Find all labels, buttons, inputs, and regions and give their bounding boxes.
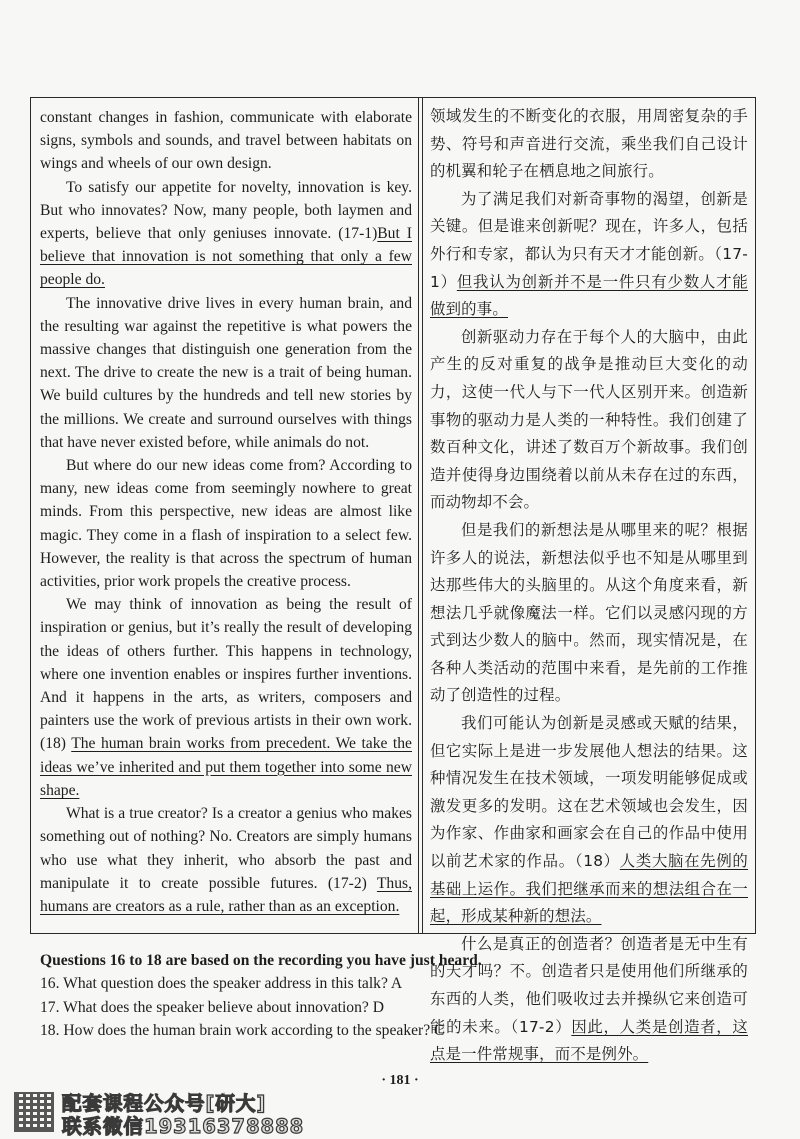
english-paragraph [40, 176, 412, 292]
chinese-paragraph: 创新驱动力存在于每个人的大脑中，由此产生的反对重复的战争是推动巨大变化的动力，这使一代人与下一代人区别开来。创造新事物的驱动力是人类的一种特性。我们创建了数百种文化，讲述了数百万个新故事。我们创造并使得身边围绕着以前从未存在过的东西，而动物却不会。 [430, 327, 748, 512]
underlined-key-sentence: Thus, humans are creators as a rule, rather than as an exception. [40, 874, 412, 915]
watermark-line: 配套课程公众号[研大] [62, 1092, 267, 1115]
chinese-column [430, 103, 748, 1069]
column-divider [422, 98, 423, 933]
underlined-key-sentence: 但我认为创新并不是一件只有少数人才能做到的事。 [430, 272, 748, 319]
watermark-line: 联系微信19316378888 [62, 1115, 305, 1138]
paragraph-text: 什么是真正的创造者？创造者是无中生有的天才吗？不。创造者只是使用他们所继承的东西的人类，他们吸收过去并操纵它来创造可能的未来。（17-2） [430, 934, 748, 1036]
underlined-key-sentence: But I believe that innovation is not something that only a few people do. [40, 225, 412, 289]
question-16: 16. What question does the speaker address in this talk? A [40, 975, 403, 993]
chinese-paragraph [430, 710, 748, 931]
paragraph-text: To satisfy our appetite for novelty, innovation is key. But who innovates? Now, many people, both laymen and experts, believe that only geniuses innovate. (17-1) [40, 178, 412, 243]
english-paragraph: The innovative drive lives in every human brain, and the resulting war against the repetitive is what powers the massive changes that distinguish one generation from the next. The drive to create the new is a trait of being human. We build cultures by the hundreds and tell new stories by the millions. We create and surround ourselves with things that have never existed before, while animals do not. [40, 294, 412, 451]
underlined-key-sentence: The human brain works from precedent. We take the ideas we’ve inherited and put them together into some new shape. [40, 735, 412, 799]
english-paragraph: But where do our new ideas come from? According to many, new ideas come from seemingly nowhere to great minds. From this perspective, new ideas are almost like magic. They come in a flash of inspiration to a select few. However, the reality is that across the spectrum of human activities, prior work propels the creative process. [40, 457, 412, 591]
english-paragraph: constant changes in fashion, communicate with elaborate signs, symbols and sounds, and travel between habitats on wings and wheels of our own design. [40, 109, 412, 173]
chinese-paragraph: 但是我们的新想法是从哪里来的呢？根据许多人的说法，新想法似乎也不知是从哪里到达那些伟大的头脑里的。从这个角度来看，新想法几乎就像魔法一样。它们以灵感闪现的方式到达少数人的脑中。然而，现实情况是，在各种人类活动的范围中来看，是先前的工作推动了创造性的过程。 [430, 520, 748, 705]
english-column [40, 106, 412, 918]
question-17: 17. What does the speaker believe about innovation? D [40, 998, 384, 1016]
english-paragraph [40, 802, 412, 918]
paragraph-text: We may think of innovation as being the result of inspiration or genius, but it’s really the result of developing the ideas of others further. This happens in technology, where one invention enables or inspires further inventions. And it happens in the arts, as writers, composers and painters use the work of previous artists in their own work. (18) [40, 596, 412, 753]
paragraph-text: What is a true creator? Is a creator a genius who makes something out of nothing? No. Creators are simply humans who use what they inherit, who absorb the past and manipulate it to create possible futures. (17-2) [40, 805, 412, 892]
chinese-paragraph: 领域发生的不断变化的衣服，用周密复杂的手势、符号和声音进行交流，乘坐我们自己设计的机翼和轮子在栖息地之间旅行。 [430, 107, 748, 181]
page-number: · 181 · [381, 1073, 419, 1088]
question-18: 18. How does the human brain work according to the speaker? C [40, 1022, 445, 1040]
chinese-paragraph [430, 186, 748, 324]
underlined-key-sentence: 因此，人类是创造者，这点是一件常规事，而不是例外。 [430, 1017, 748, 1064]
column-divider [418, 98, 419, 933]
underlined-key-sentence: 人类大脑在先例的基础上运作。我们把继承而来的想法组合在一起，形成某种新的想法。 [430, 852, 749, 926]
questions-heading: Questions 16 to 18 are based on the recording you have just heard. [40, 952, 482, 969]
questions-section [40, 949, 760, 1043]
english-paragraph [40, 593, 412, 802]
paragraph-text: 为了满足我们对新奇事物的渴望，创新是关键。但是谁来创新呢？现在，许多人，包括外行和专家，都认为只有天才才能创新。（17-1） [430, 189, 748, 291]
paragraph-text: 我们可能认为创新是灵感或天赋的结果，但它实际上是进一步发展他人想法的结果。这种情况发生在技术领域，一项发明能够促成或激发更多的发明。这在艺术领域也会发生，因为作家、作曲家和画家会在自己的作品中使用以前艺术家的作品。（18） [430, 714, 748, 871]
qr-code-icon [14, 1092, 54, 1132]
